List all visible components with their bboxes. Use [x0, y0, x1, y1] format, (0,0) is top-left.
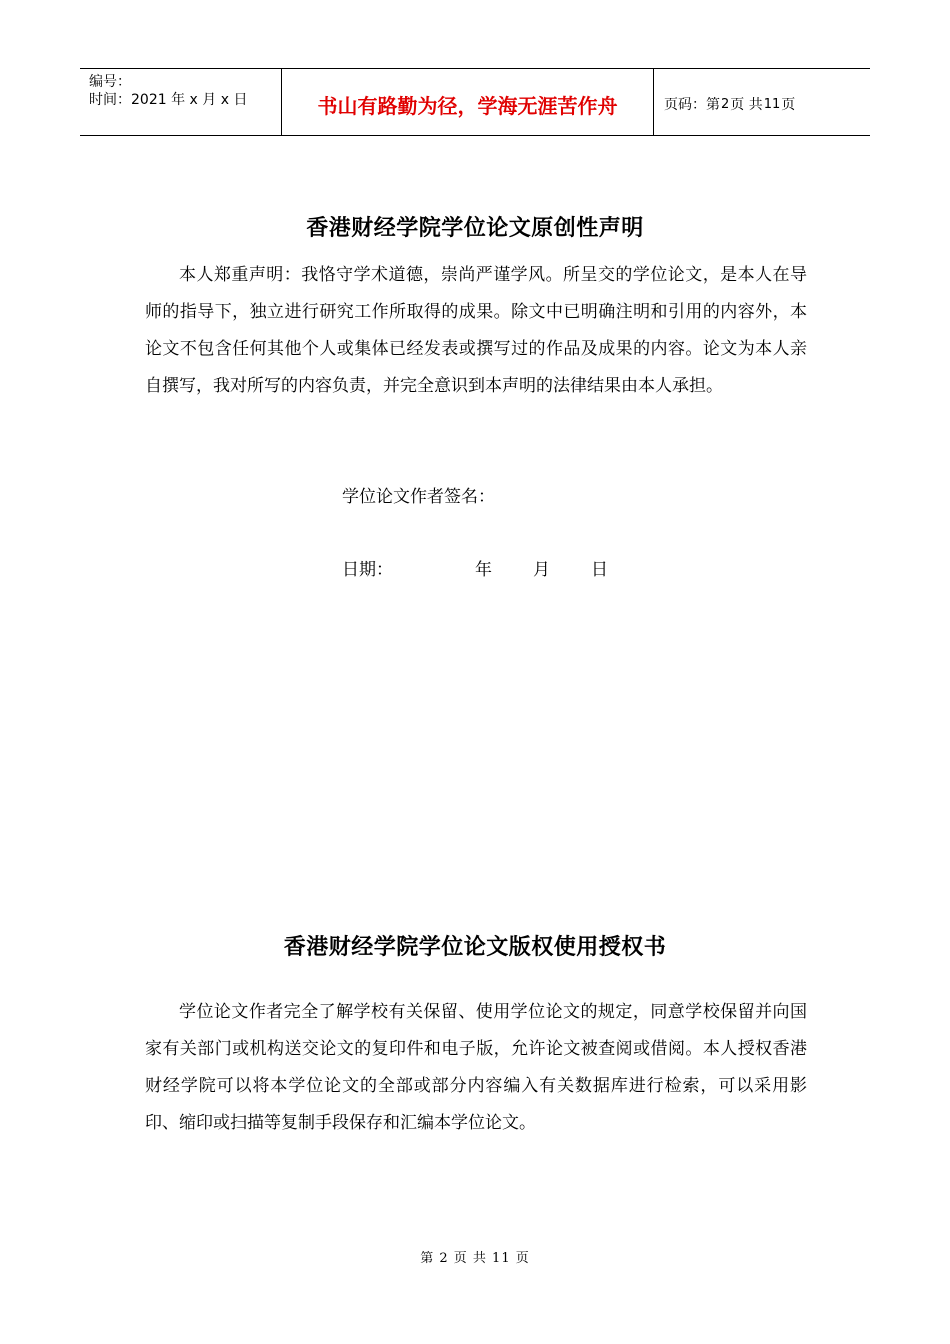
- date-row: [342, 555, 649, 580]
- day-unit: 日: [591, 560, 608, 580]
- signature-label: 学位论文作者签名：: [342, 487, 495, 507]
- time-label: 时间：2021 年 x 月 x 日: [89, 92, 248, 108]
- header-meta-cell: [80, 69, 282, 135]
- page-mid: 页 共: [730, 97, 763, 113]
- authorization-title: 香港财经学院学位论文版权使用授权书: [283, 935, 667, 960]
- page-current: 2: [721, 96, 730, 112]
- declaration-title: 香港财经学院学位论文原创性声明: [306, 216, 644, 241]
- page-header: [80, 68, 870, 136]
- header-page-info: [654, 69, 870, 135]
- number-label: 编号：: [89, 74, 131, 90]
- page-suffix: 页: [781, 97, 796, 113]
- date-label: 日期：: [342, 560, 393, 580]
- month-unit: 月: [533, 560, 550, 580]
- page-prefix: 页码：第: [664, 97, 720, 113]
- declaration-body: 本人郑重声明：我恪守学术道德，崇尚严谨学风。所呈交的学位论文，是本人在导师的指导下，独立进行研究工作所取得的成果。除文中已明确注明和引用的内容外，本论文不包含任何其他个人或集体已经发表或撰写过的作品及成果的内容。论文为本人亲自撰写，我对所写的内容负责，并完全意识到本声明的法律结果由本人承担。: [145, 265, 807, 396]
- page-total: 11: [763, 96, 781, 112]
- authorization-body: 学位论文作者完全了解学校有关保留、使用学位论文的规定，同意学校保留并向国家有关部门或机构送交论文的复印件和电子版，允许论文被查阅或借阅。本人授权香港财经学院可以将本学位论文的全部或部分内容编入有关数据库进行检索，可以采用影印、缩印或扫描等复制手段保存和汇编本学位论文。: [145, 1002, 807, 1133]
- year-unit: 年: [475, 560, 492, 580]
- header-motto: 书山有路勤为径，学海无涯苦作舟: [282, 69, 654, 135]
- page-footer: 第 2 页 共 11 页: [420, 1251, 530, 1266]
